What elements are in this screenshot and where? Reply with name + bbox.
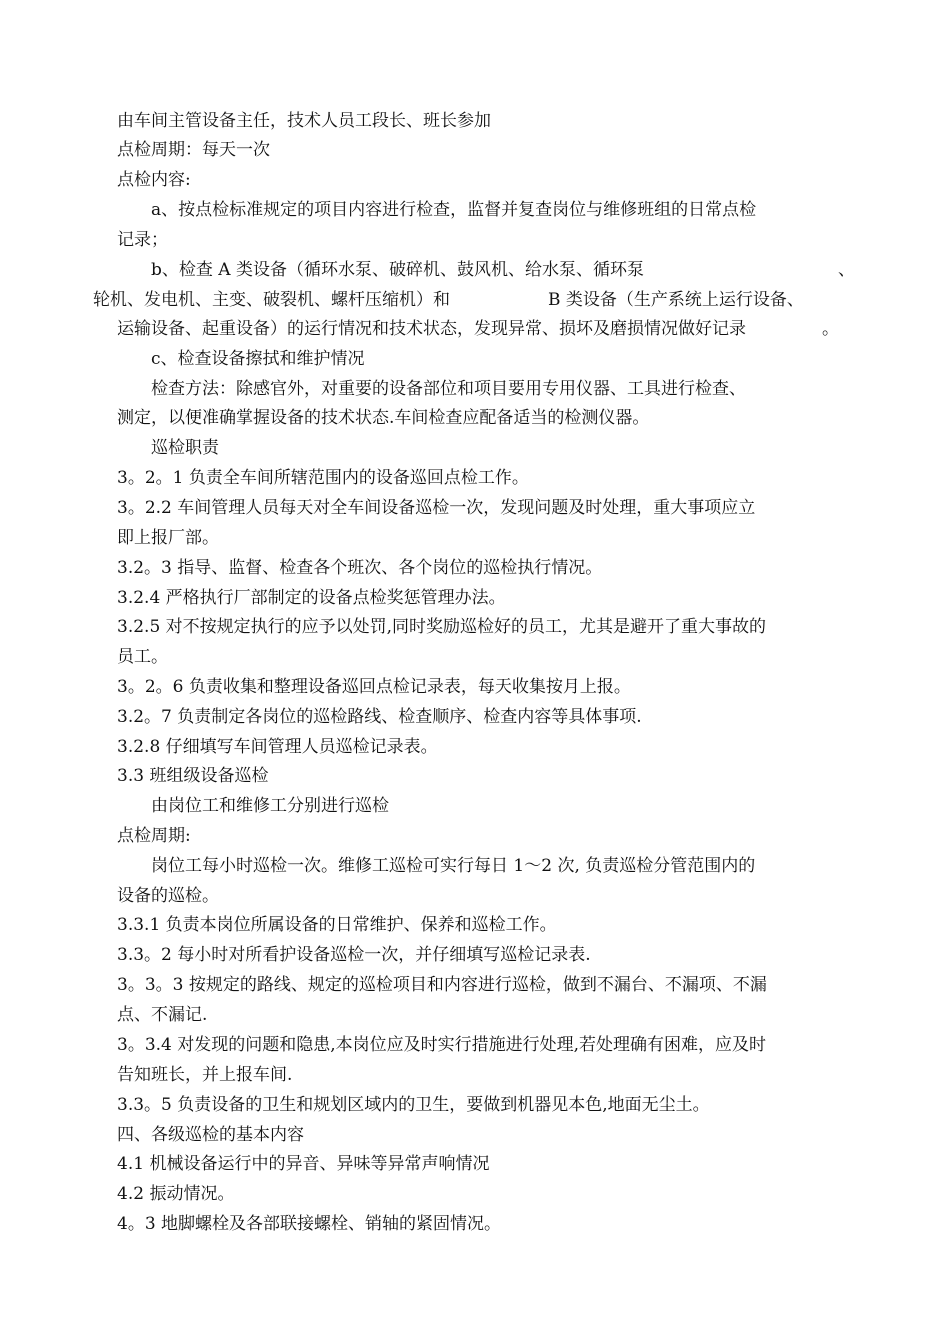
text-line: 4.2 振动情况。 xyxy=(117,1184,235,1204)
text-line: 3.2。7 负责制定各岗位的巡检路线、检查顺序、检查内容等具体事项. xyxy=(117,707,642,727)
text-line: 3.3.1 负责本岗位所属设备的日常维护、保养和巡检工作。 xyxy=(117,915,557,935)
text-line: 点检周期：每天一次 xyxy=(117,140,270,160)
text-line: 3。2.2 车间管理人员每天对全车间设备巡检一次，发现问题及时处理，重大事项应立 xyxy=(117,498,756,518)
text-line: 、 xyxy=(838,260,855,280)
text-line: 3.2.5 对不按规定执行的应予以处罚,同时奖励巡检好的员工，尤其是避开了重大事故的 xyxy=(117,617,767,637)
text-line: 记录； xyxy=(117,230,168,250)
text-line: 点检周期: xyxy=(117,826,191,846)
text-line: 3。2。1 负责全车间所辖范围内的设备巡回点检工作。 xyxy=(117,468,529,488)
text-line: 运输设备、起重设备）的运行情况和技术状态，发现异常、损坏及磨损情况做好记录 xyxy=(117,319,746,339)
text-line: 点、不漏记. xyxy=(117,1005,208,1025)
text-line: 轮机、发电机、主变、破裂机、螺杆压缩机）和 xyxy=(93,290,450,310)
text-line: c、检查设备擦拭和维护情况 xyxy=(151,349,365,369)
text-line: 点检内容: xyxy=(117,170,191,190)
text-line: 即上报厂部。 xyxy=(117,528,219,548)
text-line: 岗位工每小时巡检一次。维修工巡检可实行每日 1～2 次, 负责巡检分管范围内的 xyxy=(151,856,756,876)
text-line: 由车间主管设备主任，技术人员工段长、班长参加 xyxy=(117,111,491,131)
text-line: 3.3。5 负责设备的卫生和规划区域内的卫生，要做到机器见本色,地面无尘土。 xyxy=(117,1095,710,1115)
text-line: 3。3.4 对发现的问题和隐患,本岗位应及时实行措施进行处理,若处理确有困难，应及时 xyxy=(117,1035,767,1055)
text-line: 四、各级巡检的基本内容 xyxy=(117,1125,304,1145)
text-line: 。 xyxy=(822,319,839,339)
text-line: 3。3。3 按规定的路线、规定的巡检项目和内容进行巡检，做到不漏台、不漏项、不漏 xyxy=(117,975,767,995)
text-line: 告知班长，并上报车间. xyxy=(117,1065,293,1085)
text-line: 4.1 机械设备运行中的异音、异味等异常声响情况 xyxy=(117,1154,490,1174)
text-line: 3.2。3 指导、监督、检查各个班次、各个岗位的巡检执行情况。 xyxy=(117,558,603,578)
text-line: b、检查 A 类设备（循环水泵、破碎机、鼓风机、给水泵、循环泵 xyxy=(151,260,644,280)
text-line: a、按点检标准规定的项目内容进行检查，监督并复查岗位与维修班组的日常点检 xyxy=(151,200,757,220)
text-line: 巡检职责 xyxy=(151,438,219,458)
text-line: 设备的巡检。 xyxy=(117,886,219,906)
text-line: 由岗位工和维修工分别进行巡检 xyxy=(151,796,389,816)
text-line: 3。2。6 负责收集和整理设备巡回点检记录表，每天收集按月上报。 xyxy=(117,677,631,697)
text-line: 3.2.8 仔细填写车间管理人员巡检记录表。 xyxy=(117,737,438,757)
text-line: 检查方法：除感官外，对重要的设备部位和项目要用专用仪器、工具进行检查、 xyxy=(151,379,746,399)
text-line: 测定，以便准确掌握设备的技术状态.车间检查应配备适当的检测仪器。 xyxy=(117,408,650,428)
text-line: 3.3 班组级设备巡检 xyxy=(117,766,269,786)
text-line: B 类设备（生产系统上运行设备、 xyxy=(548,290,804,310)
text-line: 员工。 xyxy=(117,647,168,667)
text-line: 4。3 地脚螺栓及各部联接螺栓、销轴的紧固情况。 xyxy=(117,1214,502,1234)
text-line: 3.2.4 严格执行厂部制定的设备点检奖惩管理办法。 xyxy=(117,588,506,608)
text-line: 3.3。2 每小时对所看护设备巡检一次，并仔细填写巡检记录表. xyxy=(117,945,591,965)
